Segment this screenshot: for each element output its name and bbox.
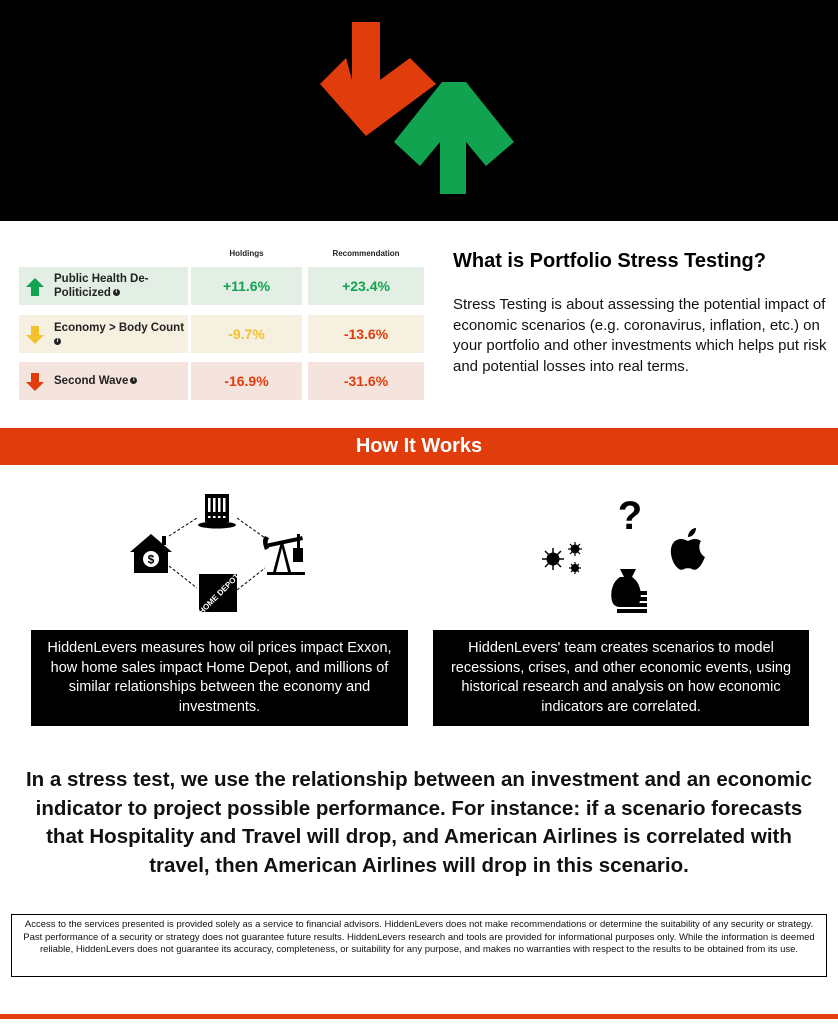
house-dollar-icon xyxy=(130,534,172,573)
holdings-value: +11.6% xyxy=(191,267,302,305)
uncle-sam-hat-icon xyxy=(198,494,236,529)
relationships-block: HiddenLevers measures how oil prices impact Exxon, how home sales impact Home Depot, and millions of similar relationships between the economy and investments. xyxy=(31,630,408,726)
scenario-name-cell xyxy=(19,267,188,305)
scenario-row-second-wave xyxy=(19,362,424,400)
scenario-label-line1: Economy > Body Count xyxy=(54,322,185,334)
question-mark-icon: ? xyxy=(617,494,643,538)
virus-icon xyxy=(542,542,582,574)
scenario-name-cell xyxy=(19,362,188,400)
recommendation-value: -13.6% xyxy=(308,315,424,353)
arrow-up-icon xyxy=(25,277,45,297)
money-bag-icon xyxy=(611,569,647,613)
scenario-row-public-health xyxy=(19,267,424,305)
recommendation-value: +23.4% xyxy=(308,267,424,305)
scenario-label xyxy=(54,321,184,349)
holdings-header: Holdings xyxy=(229,249,264,258)
hero-banner xyxy=(0,0,838,221)
home-depot-logo xyxy=(197,572,241,616)
arrow-down-icon xyxy=(25,372,45,392)
what-is-title: What is Portfolio Stress Testing? xyxy=(453,250,766,272)
svg-text:$: $ xyxy=(147,552,155,567)
oil-pump-icon xyxy=(263,534,305,575)
info-icon[interactable]: i xyxy=(130,377,137,384)
scenarios-block: HiddenLevers' team creates scenarios to model recessions, crises, and other economic events, using historical research and analysis on how economic indicators are correlated. xyxy=(433,630,809,726)
info-icon[interactable]: i xyxy=(113,289,120,296)
up-down-arrows-logo xyxy=(318,18,518,198)
scenario-row-economy xyxy=(19,315,424,353)
stress-test-summary: In a stress test, we use the relationship between an investment and an economic indicator to project possible performance. For instance: if a scenario forecasts that Hospitality and Travel will drop, and American Airlines is correlated with travel, then American Airlines will drop in this scenario. xyxy=(25,768,813,877)
scenario-illustration xyxy=(535,493,720,618)
scenario-name-cell xyxy=(19,315,188,353)
scenario-label-line1: Second Wave xyxy=(54,375,129,387)
arrow-down-icon xyxy=(25,325,45,345)
scenario-label-line2: Politicized xyxy=(54,287,111,299)
scenario-label xyxy=(54,272,149,300)
recommendation-value: -31.6% xyxy=(308,362,424,400)
holdings-value: -9.7% xyxy=(191,315,302,353)
how-it-works-banner: How It Works xyxy=(0,428,838,465)
home-depot-text: HOME DEPOT xyxy=(196,571,242,617)
what-is-body: Stress Testing is about assessing the potential impact of economic scenarios (e.g. coronavirus, inflation, etc.) on your portfolio and other investments which helps put risk and potential losses into real terms. xyxy=(453,296,827,375)
footer-accent-bar xyxy=(0,1014,838,1019)
company-relationship-illustration xyxy=(125,488,310,618)
apple-logo xyxy=(671,528,705,570)
scenario-label xyxy=(54,374,137,388)
info-icon[interactable]: i xyxy=(54,338,61,345)
disclaimer-box: Access to the services presented is provided solely as a service to financial advisors. HiddenLevers does not make recommendations or determine the suitability of any security or strategy. Past performance of a security or strategy does not guarantee future results. HiddenLevers research and tools are provided for informational purposes only. While the information is deemed reliable, HiddenLevers does not guarantee its accuracy, completeness, or suitability for any purpose, and makes no warranties with respect to the results to be obtained from its use. xyxy=(11,914,827,977)
recommendation-header: Recommendation xyxy=(332,249,400,258)
holdings-value: -16.9% xyxy=(191,362,302,400)
scenario-label-line1: Public Health De- xyxy=(54,273,149,285)
